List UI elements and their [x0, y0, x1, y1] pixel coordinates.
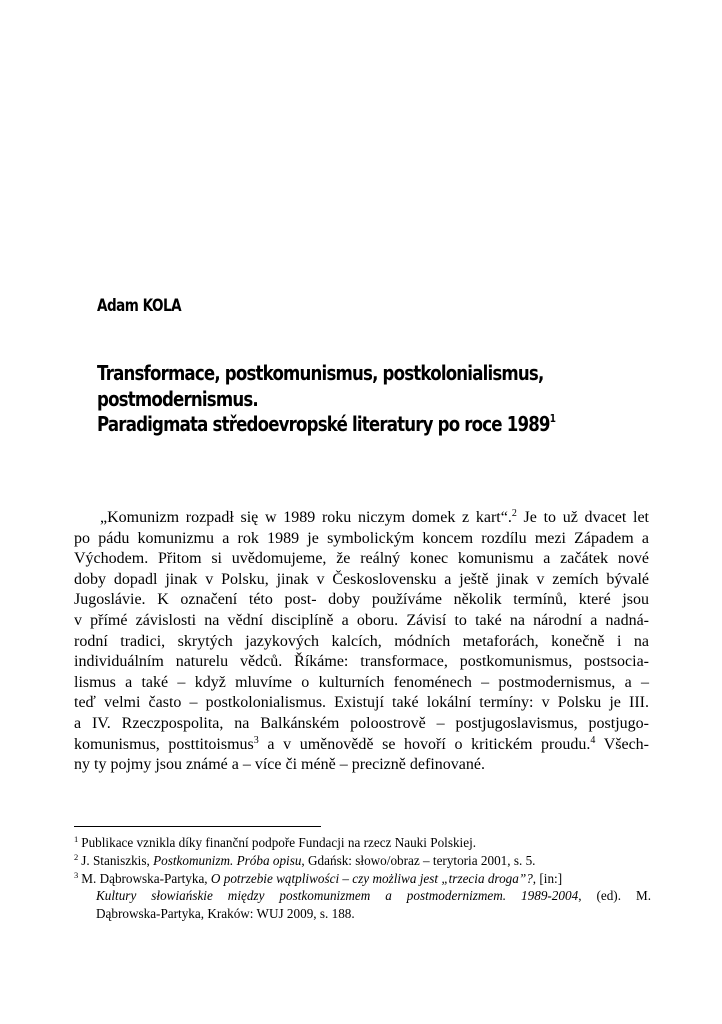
paragraph-line: Východem. Přitom si uvědomujeme, že reálný konec komunismu a začátek nové	[74, 550, 649, 568]
paragraph-line: teď velmi často – postkolonialismus. Existují také lokální termíny: v Polsku je III.	[74, 694, 649, 712]
paragraph-line: Jugoslávie. K označení této post- doby používáme několik termínů, které jsou	[74, 591, 649, 609]
footnote-book-title: Postkomunizm. Próba opisu	[153, 852, 302, 868]
paragraph-line: ny ty pojmy jsou známé a – více či méně – precizně definované.	[74, 756, 485, 774]
body-paragraph	[74, 508, 649, 776]
title-line-1: Transformace, postkomunismus, postkolonialismus,	[97, 361, 544, 385]
footnote-number: 2	[74, 851, 79, 862]
footnote-book-title: Kultury słowiańskie między postkomunizmem a postmodernizmem. 1989-2004	[96, 888, 579, 904]
footnote-text: , [in:]	[532, 870, 563, 886]
footnote-separator	[74, 826, 321, 827]
paragraph-text: Je to už dvacet let	[516, 509, 649, 526]
footnote-3	[74, 870, 654, 923]
paragraph-line: a IV. Rzeczpospolita, na Balkánském poloostrově – postjugoslavismus, postjugo-	[74, 714, 649, 732]
paragraph-line	[74, 508, 649, 529]
title-line-3	[97, 412, 615, 438]
paragraph-text: a v uměnovědě se hovoří o kritickém proudu.	[258, 735, 591, 753]
footnote-text: , (ed). M.	[578, 888, 651, 904]
footnote-ref-2: 2	[511, 508, 517, 519]
paragraph-line: po pádu komunizmu a rok 1989 je symbolickým koncem rozdílu mezi Západem a	[74, 529, 649, 547]
title-footnote-ref: 1	[549, 412, 556, 425]
title-line-3-text: Paradigmata středoevropské literatury po roce 1989	[97, 412, 550, 436]
paragraph-line: doby dopadl jinak v Polsku, jinak v Československu a ještě jinak v zemích bývalé	[74, 570, 649, 588]
footnote-number: 1	[74, 834, 79, 844]
paragraph-line	[74, 735, 649, 756]
footnote-ref-3: 3	[253, 734, 259, 746]
author-name: Adam KOLA	[97, 296, 182, 315]
footnote-1	[74, 834, 654, 852]
footnote-continuation	[74, 887, 651, 905]
footnote-number: 3	[74, 869, 79, 880]
paragraph-text: komunismus, posttitoismus	[74, 735, 254, 753]
footnote-text: M. Dąbrowska-Partyka,	[81, 870, 211, 886]
footnote-text: Publikace vznikla díky finanční podpoře Fundacji na rzecz Nauki Polskiej.	[81, 835, 477, 850]
paragraph-line: rodní tradici, skrytých jazykových kalcích, módních metaforách, konečně i na	[74, 632, 649, 650]
quote-text: „Komunizm rozpadł się w 1989 roku niczym domek z kart“.	[100, 509, 512, 526]
footnote-ref-4: 4	[590, 734, 596, 746]
footnote-2	[74, 852, 654, 870]
footnote-text: J. Staniszkis,	[81, 852, 154, 868]
paragraph-line: individuálním naturelu vědců. Říkáme: transformace, postkomunismus, postsocia-	[74, 653, 649, 671]
article-title	[97, 361, 615, 438]
paragraph-text: Všech-	[595, 735, 650, 753]
paragraph-line: v přímé závislosti na vědní disciplíně a oboru. Závisí to také na národní a nadná-	[74, 611, 649, 629]
footnote-text: , Gdańsk: słowo/obraz – terytoria 2001, s. 5.	[301, 852, 536, 868]
footnotes	[74, 834, 654, 923]
footnote-continuation: Dąbrowska-Partyka, Kraków: WUJ 2009, s. 188.	[96, 906, 355, 922]
title-line-2: postmodernismus.	[97, 386, 258, 411]
paragraph-line: lismus a také – když mluvíme o kulturních fenoménech – postmodernismus, a –	[74, 673, 649, 691]
footnote-article-title: O potrzebie wątpliwości – czy możliwa jest „trzecia droga”?	[210, 870, 533, 886]
